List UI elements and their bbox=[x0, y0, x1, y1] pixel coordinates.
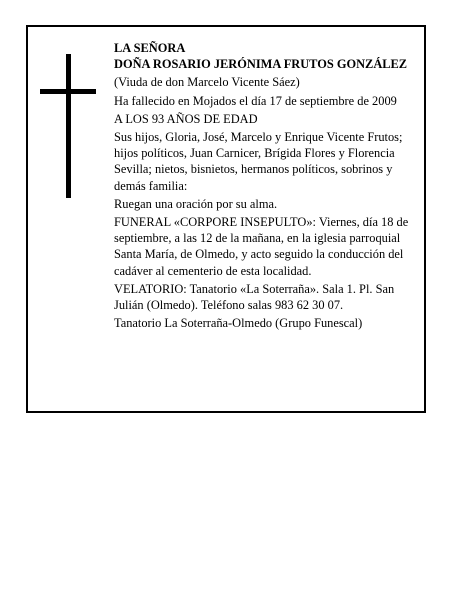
prayer-request: Ruegan una oración por su alma. bbox=[114, 196, 278, 211]
family-list: Sus hijos, Gloria, José, Marcelo y Enrique Vicente Frutos; hijos políticos, Juan Carnicer, Brígida Flores y Florencia Sevilla; nietos, bisnietos, hermanos políticos, sobrinos y demás familia: bbox=[114, 130, 403, 193]
death-statement: Ha fallecido en Mojados el día 17 de septiembre de 2009 bbox=[114, 93, 397, 108]
obituary-notice bbox=[26, 25, 426, 413]
deceased-name: DOÑA ROSARIO JERÓNIMA FRUTOS GONZÁLEZ bbox=[114, 57, 408, 72]
funeral-home: Tanatorio La Soterraña-Olmedo (Grupo Funescal) bbox=[114, 316, 363, 331]
cross-vertical-bar bbox=[66, 54, 71, 198]
funeral-details: FUNERAL «CORPORE INSEPULTO»: Viernes, día 18 de septiembre, a las 12 de la mañana, en la iglesia parroquial Santa María, de Olmedo, y acto seguido la conducción del cadáver al cementerio de esta localidad. bbox=[114, 215, 409, 278]
obituary-text bbox=[114, 40, 422, 333]
widow-of: (Viuda de don Marcelo Vicente Sáez) bbox=[114, 75, 300, 90]
notice-title: LA SEÑORA bbox=[114, 41, 186, 55]
cross-horizontal-bar bbox=[40, 89, 96, 94]
wake-details: VELATORIO: Tanatorio «La Soterraña». Sala 1. Pl. San Julián (Olmedo). Teléfono salas 983 62 30 07. bbox=[114, 281, 395, 313]
cross-icon bbox=[40, 54, 96, 198]
age-statement: A LOS 93 AÑOS DE EDAD bbox=[114, 111, 258, 126]
